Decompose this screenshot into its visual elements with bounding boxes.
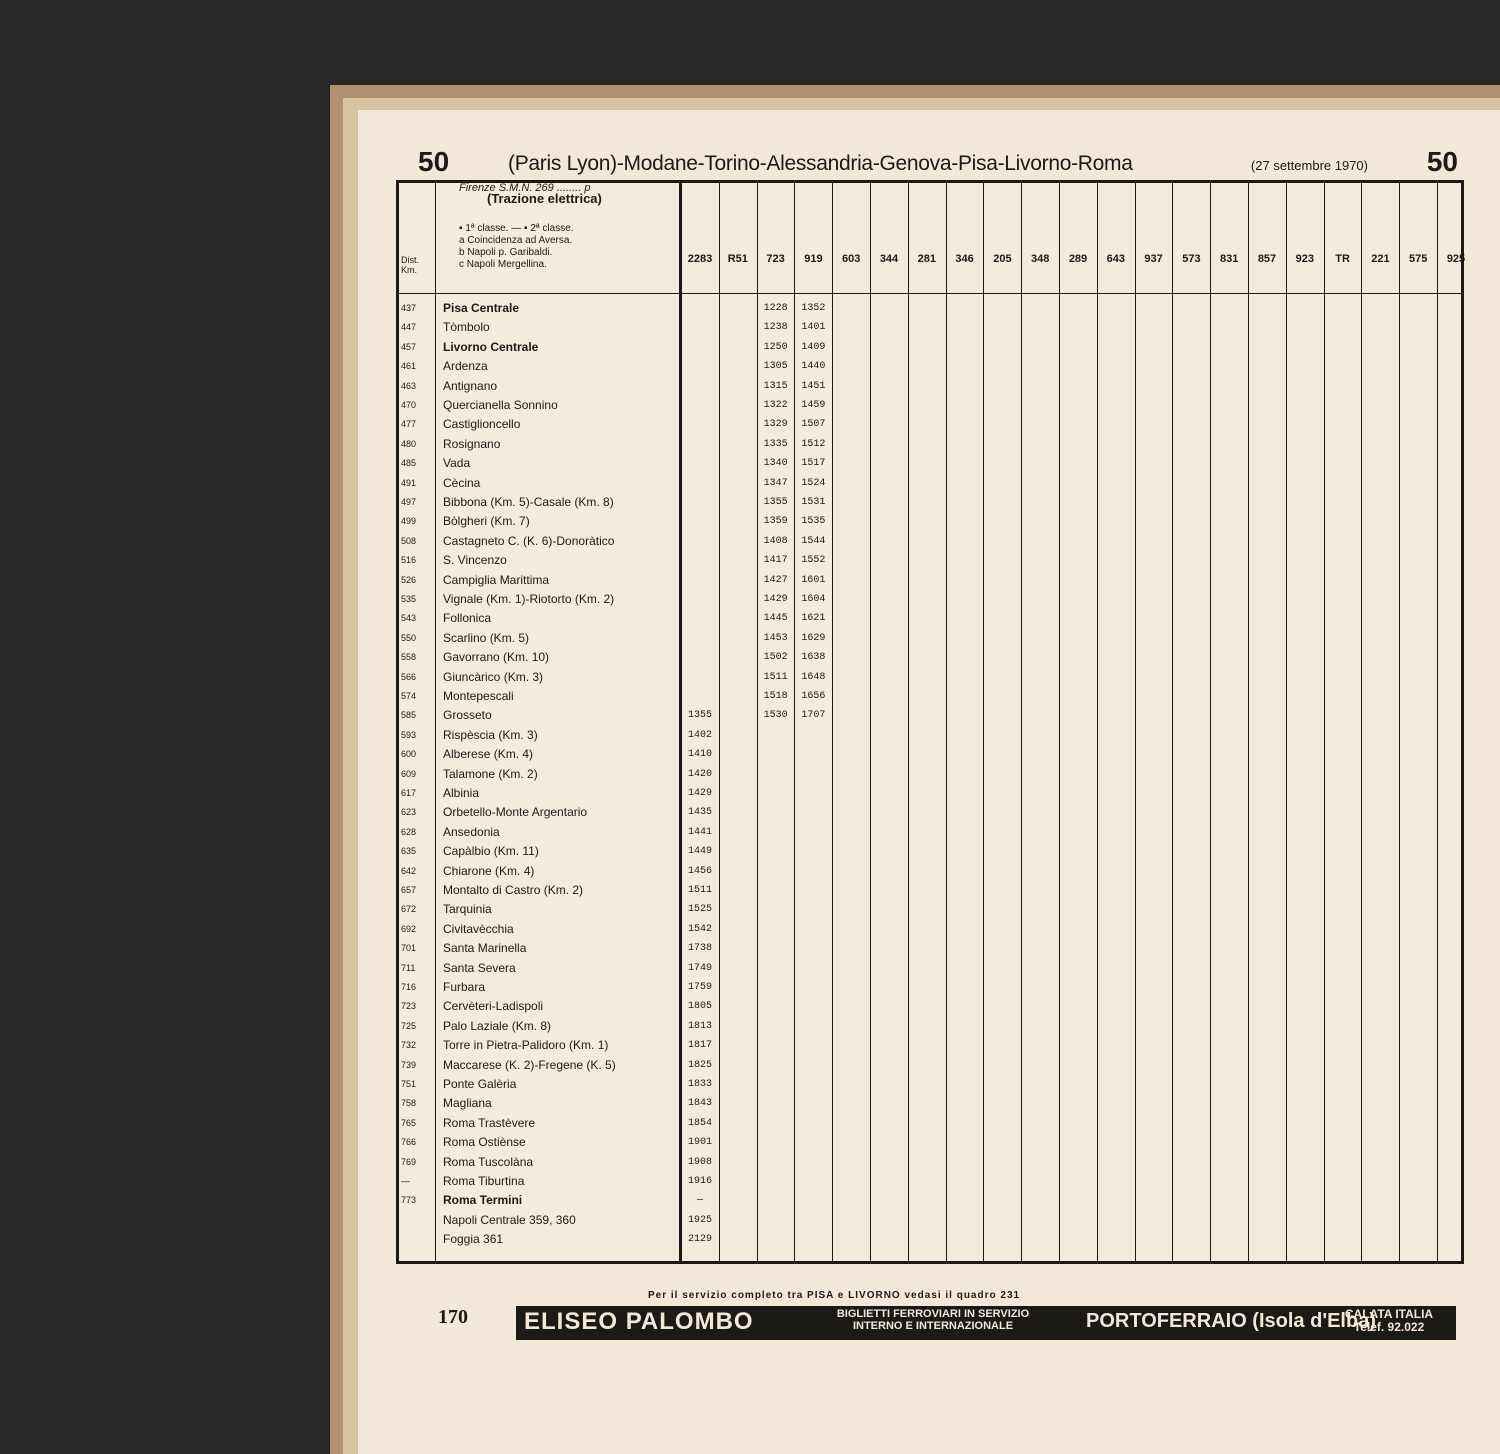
station-km: 766	[401, 1137, 417, 1148]
train-number: 919	[804, 253, 823, 265]
time-cell: 1825	[687, 1059, 712, 1071]
time-cell: 1531	[801, 497, 826, 508]
station-km: 516	[401, 555, 417, 566]
time-cell: 1429	[763, 594, 788, 605]
ad-service	[788, 1308, 1078, 1332]
station-km: 716	[401, 982, 417, 992]
time-cell: 1441	[687, 826, 712, 838]
time-cell: 1435	[687, 807, 712, 819]
column-divider	[908, 183, 909, 1261]
station-name: Roma Tuscolàna	[443, 1154, 534, 1169]
time-cell: 1833	[687, 1079, 712, 1090]
station-km: 773	[401, 1195, 417, 1206]
station-name: Tòmbolo	[443, 320, 490, 335]
train-number: 205	[993, 253, 1012, 265]
train-number: TR	[1335, 253, 1350, 265]
time-cell: 1604	[801, 594, 826, 605]
station-name: Maccarese (K. 2)-Fregene (K. 5)	[443, 1057, 616, 1072]
timetable-page	[358, 110, 1500, 1454]
station-name: Bibbona (Km. 5)-Casale (Km. 8)	[443, 495, 614, 509]
station-name: Roma Trastèvere	[443, 1115, 536, 1130]
time-cell: 1451	[801, 380, 826, 392]
time-cell: 1315	[763, 380, 788, 392]
time-cell: 1408	[763, 535, 788, 547]
column-divider	[1437, 183, 1438, 1261]
time-cell: 1507	[801, 419, 826, 431]
station-name: Montalto di Castro (Km. 2)	[443, 883, 584, 897]
station-name: Livorno Centrale	[443, 339, 539, 354]
station-km: 609	[401, 768, 417, 779]
column-divider	[1059, 183, 1060, 1261]
station-km: 769	[401, 1156, 417, 1167]
train-number: 221	[1371, 253, 1390, 265]
station-name: Ansedonia	[443, 824, 500, 839]
station-name: Rispèscia (Km. 3)	[443, 727, 538, 742]
train-number: 937	[1144, 253, 1163, 265]
time-cell: 1429	[687, 788, 712, 799]
station-name: Cervèteri-Ladispoli	[443, 999, 544, 1014]
station-km: 642	[401, 865, 417, 876]
time-cell: 1518	[763, 691, 788, 702]
time-cell: 1459	[801, 400, 826, 411]
station-name: Giuncàrico (Km. 3)	[443, 669, 544, 684]
station-km: 585	[401, 710, 417, 721]
distance-label: Dist. Km.	[401, 255, 419, 275]
train-number: 289	[1068, 253, 1088, 265]
time-cell: 1347	[763, 477, 788, 489]
station-km: 543	[401, 613, 417, 624]
column-divider	[983, 183, 984, 1261]
station-km: 463	[401, 380, 417, 391]
station-km: 628	[401, 826, 417, 837]
time-cell: 1601	[801, 574, 826, 586]
station-km: 657	[401, 885, 417, 895]
time-cell: 1517	[801, 458, 826, 470]
station-name: Ponte Galèria	[443, 1077, 517, 1091]
station-name: Santa Marinella	[443, 941, 527, 956]
ad-line: CALATA ITALIA	[1344, 1307, 1434, 1321]
column-divider	[870, 183, 871, 1261]
station-km: 485	[401, 458, 417, 469]
column-divider	[1210, 183, 1211, 1261]
station-name: Roma Termini	[443, 1193, 523, 1208]
page-title: (Paris Lyon)-Modane-Torino-Alessandria-Genova-Pisa-Livorno-Roma	[508, 152, 1133, 175]
time-cell: 1544	[801, 535, 826, 547]
time-cell: 1340	[763, 458, 788, 470]
station-name: Pisa Centrale	[443, 301, 520, 315]
station-name: Vignale (Km. 1)-Riotorto (Km. 2)	[443, 592, 615, 606]
header-divider	[399, 293, 1461, 294]
time-cell: 1817	[687, 1040, 712, 1052]
column-divider	[1097, 183, 1098, 1261]
time-cell: 1805	[687, 1001, 712, 1013]
station-name: Roma Ostiènse	[443, 1135, 526, 1150]
station-name: Capàlbio (Km. 11)	[443, 844, 539, 859]
time-cell: 1621	[801, 613, 826, 625]
time-cell: 1456	[687, 865, 712, 877]
time-cell: —	[696, 1195, 703, 1207]
legend	[459, 223, 574, 271]
station-km: 461	[401, 361, 417, 372]
station-km: 535	[401, 594, 417, 604]
time-cell: 1524	[801, 477, 826, 489]
time-cell: 1402	[687, 729, 712, 741]
train-number: 643	[1106, 253, 1125, 265]
time-cell: 1420	[687, 768, 712, 780]
station-km: 457	[401, 341, 417, 352]
station-name: Vada	[443, 456, 471, 471]
station-name: Albinia	[443, 786, 480, 800]
station-km: 617	[401, 788, 417, 798]
timetable-frame	[396, 180, 1464, 1264]
time-cell: 1427	[763, 574, 788, 586]
station-name: Torre in Pietra-Palidoro (Km. 1)	[443, 1038, 609, 1053]
train-number: 723	[766, 253, 785, 265]
time-cell: 1449	[687, 846, 712, 858]
time-cell: 1511	[763, 671, 788, 683]
time-cell: 1738	[687, 943, 712, 955]
time-cell: 1525	[687, 904, 712, 916]
station-km: 508	[401, 535, 417, 546]
column-divider	[1399, 183, 1400, 1261]
time-cell: 1417	[763, 555, 788, 567]
column-divider	[1248, 183, 1249, 1261]
legend-line: c Napoli Mergellina.	[459, 259, 547, 270]
ad-line: BIGLIETTI FERROVIARI IN SERVIZIO	[836, 1308, 1030, 1320]
train-number: 348	[1031, 253, 1050, 265]
station-km: 497	[401, 497, 417, 507]
station-km: 701	[401, 943, 417, 954]
station-name: Gavorrano (Km. 10)	[443, 650, 550, 665]
time-cell: 1250	[763, 341, 788, 353]
station-km: 758	[401, 1098, 417, 1109]
time-cell: 1359	[763, 516, 788, 528]
station-km: 623	[401, 807, 417, 818]
footnote: Per il servizio completo tra PISA e LIVORNO vedasi il quadro 231	[648, 1290, 1021, 1301]
station-name: Castiglioncello	[443, 417, 521, 432]
train-number: R51	[727, 253, 748, 265]
edition-date: (27 settembre 1970)	[1250, 158, 1368, 173]
station-name: Chiarone (Km. 4)	[443, 863, 535, 878]
time-cell: 1401	[801, 322, 826, 334]
time-cell: 1329	[763, 419, 788, 431]
station-name: Talamone (Km. 2)	[443, 766, 538, 781]
page-number: 170	[438, 1306, 468, 1328]
train-number: 575	[1409, 253, 1428, 265]
station-km: 574	[401, 691, 417, 701]
station-km: 725	[401, 1020, 417, 1031]
time-cell: 1629	[801, 632, 826, 644]
station-column	[399, 183, 681, 1261]
train-number: 831	[1220, 253, 1239, 265]
time-cell: 1843	[687, 1098, 712, 1110]
ad-address	[1324, 1308, 1454, 1334]
station-name: Follonica	[443, 611, 492, 626]
station-name: Bòlgheri (Km. 7)	[443, 514, 530, 529]
time-cell: 1445	[763, 613, 788, 625]
time-cell: 1512	[801, 438, 826, 450]
station-km: 526	[401, 574, 417, 585]
station-name: Scarlino (Km. 5)	[443, 630, 530, 645]
station-km: 692	[401, 923, 417, 934]
time-cell: 1352	[801, 303, 826, 314]
station-km: 566	[401, 671, 417, 682]
station-name: Rosignano	[443, 436, 501, 451]
time-cell: 1749	[687, 962, 712, 974]
table-number: 50	[418, 146, 450, 177]
station-name: Tarquinia	[443, 902, 492, 917]
station-km: 447	[401, 322, 417, 333]
column-divider	[1286, 183, 1287, 1261]
time-cell: 1908	[687, 1156, 712, 1168]
ad-line: Telef. 92.022	[1353, 1320, 1425, 1334]
station-name: Civitavècchia	[443, 921, 514, 936]
legend-line: ▪ 1ª classe. — ▪ 2ª classe.	[459, 223, 574, 234]
time-cell: 1453	[763, 632, 788, 644]
time-cell: 1925	[687, 1214, 712, 1226]
station-name: Cècina	[443, 475, 481, 490]
station-name: Antignano	[443, 378, 498, 393]
ad-city: PORTOFERRAIO (Isola d'Elba)	[1086, 1310, 1376, 1332]
station-name: Ardenza	[443, 359, 488, 374]
time-cell: 1228	[763, 303, 788, 314]
time-cell: 1901	[687, 1137, 712, 1149]
train-number: 573	[1182, 253, 1201, 265]
traction-note: (Trazione elettrica)	[487, 191, 602, 206]
station-km: 477	[401, 419, 417, 430]
station-name: Alberese (Km. 4)	[443, 747, 534, 762]
station-name: Castagneto C. (K. 6)-Donoràtico	[443, 533, 615, 548]
time-cell: 1552	[801, 555, 826, 567]
time-cell: 1511	[687, 885, 712, 896]
time-cell: 1355	[763, 497, 788, 508]
station-km: 723	[401, 1001, 417, 1012]
column-divider	[1135, 183, 1136, 1261]
station-name: Foggia 361	[443, 1232, 504, 1247]
time-cell: 1335	[763, 438, 788, 450]
station-km: 600	[401, 749, 417, 760]
time-cell: 1648	[801, 671, 826, 683]
station-name: S. Vincenzo	[443, 553, 507, 568]
station-name: Santa Severa	[443, 960, 516, 975]
time-cell: 1638	[801, 652, 826, 664]
train-number: 281	[917, 253, 936, 265]
time-cell: 1813	[687, 1020, 712, 1032]
train-number: 2283	[687, 253, 713, 265]
time-cell: 1355	[687, 710, 712, 722]
station-km: 470	[401, 400, 417, 410]
firenze-row: Firenze S.M.N. 269 ........ p	[459, 182, 591, 194]
time-cell: 1656	[801, 691, 826, 702]
station-name: Furbara	[443, 980, 486, 994]
station-name: Grosseto	[443, 708, 492, 723]
column-divider	[1021, 183, 1022, 1261]
time-cell: 1854	[687, 1117, 712, 1129]
station-name: Napoli Centrale 359, 360	[443, 1212, 576, 1227]
train-number: 923	[1295, 253, 1314, 265]
legend-line: a Coincidenza ad Aversa.	[459, 235, 573, 246]
time-cell: 1759	[687, 982, 712, 993]
train-number: 925	[1446, 253, 1466, 265]
ad-line: INTERNO E INTERNAZIONALE	[852, 1320, 1014, 1332]
column-divider	[1361, 183, 1362, 1261]
station-km: 672	[401, 904, 417, 915]
station-km: 558	[401, 652, 417, 663]
train-number: 857	[1257, 253, 1277, 265]
station-km: 499	[401, 516, 417, 527]
time-cell: 1440	[801, 361, 826, 373]
time-cell: 1530	[763, 710, 788, 722]
ad-name: ELISEO PALOMBO	[524, 1308, 754, 1335]
station-km: 437	[401, 303, 417, 313]
time-cell: 1707	[801, 710, 826, 722]
station-km: 593	[401, 729, 417, 740]
station-name: Palo Laziale (Km. 8)	[443, 1018, 552, 1033]
advertisement	[516, 1306, 1456, 1340]
time-cell: 1305	[763, 361, 788, 373]
station-km: 751	[401, 1079, 417, 1089]
station-name: Montepescali	[443, 689, 514, 703]
time-cell: 1535	[801, 516, 826, 528]
station-km: 491	[401, 477, 417, 488]
column-divider	[1172, 183, 1173, 1261]
station-km: 732	[401, 1040, 417, 1051]
station-name: Campiglia Marittima	[443, 572, 550, 587]
train-number: 346	[955, 253, 974, 265]
station-name: Magliana	[443, 1096, 492, 1111]
column-divider	[1324, 183, 1325, 1261]
station-km: 765	[401, 1117, 417, 1128]
station-name: Orbetello-Monte Argentario	[443, 805, 588, 820]
station-km: 739	[401, 1059, 417, 1070]
table-number-right: 50	[1426, 146, 1458, 177]
page-header	[418, 146, 1458, 182]
station-name: Quercianella Sonnino	[443, 398, 558, 412]
time-cell: 1502	[763, 652, 788, 664]
train-number: 344	[879, 253, 899, 265]
station-km: 480	[401, 438, 417, 449]
station-km: —	[401, 1176, 410, 1186]
station-km: 711	[401, 962, 416, 973]
time-cell: 1410	[687, 749, 712, 761]
station-name: Roma Tiburtina	[443, 1174, 525, 1188]
time-cell: 1542	[687, 923, 712, 935]
time-cell: 1238	[763, 322, 788, 334]
time-cell: 1322	[763, 400, 788, 411]
station-km: 635	[401, 846, 417, 857]
time-cell: 1409	[801, 341, 826, 353]
column-divider	[946, 183, 947, 1261]
legend-line: b Napoli p. Garibaldi.	[459, 247, 553, 258]
time-cell: 1916	[687, 1176, 712, 1187]
station-km: 550	[401, 632, 417, 643]
train-number: 603	[842, 253, 861, 265]
time-cell: 2129	[687, 1234, 712, 1246]
